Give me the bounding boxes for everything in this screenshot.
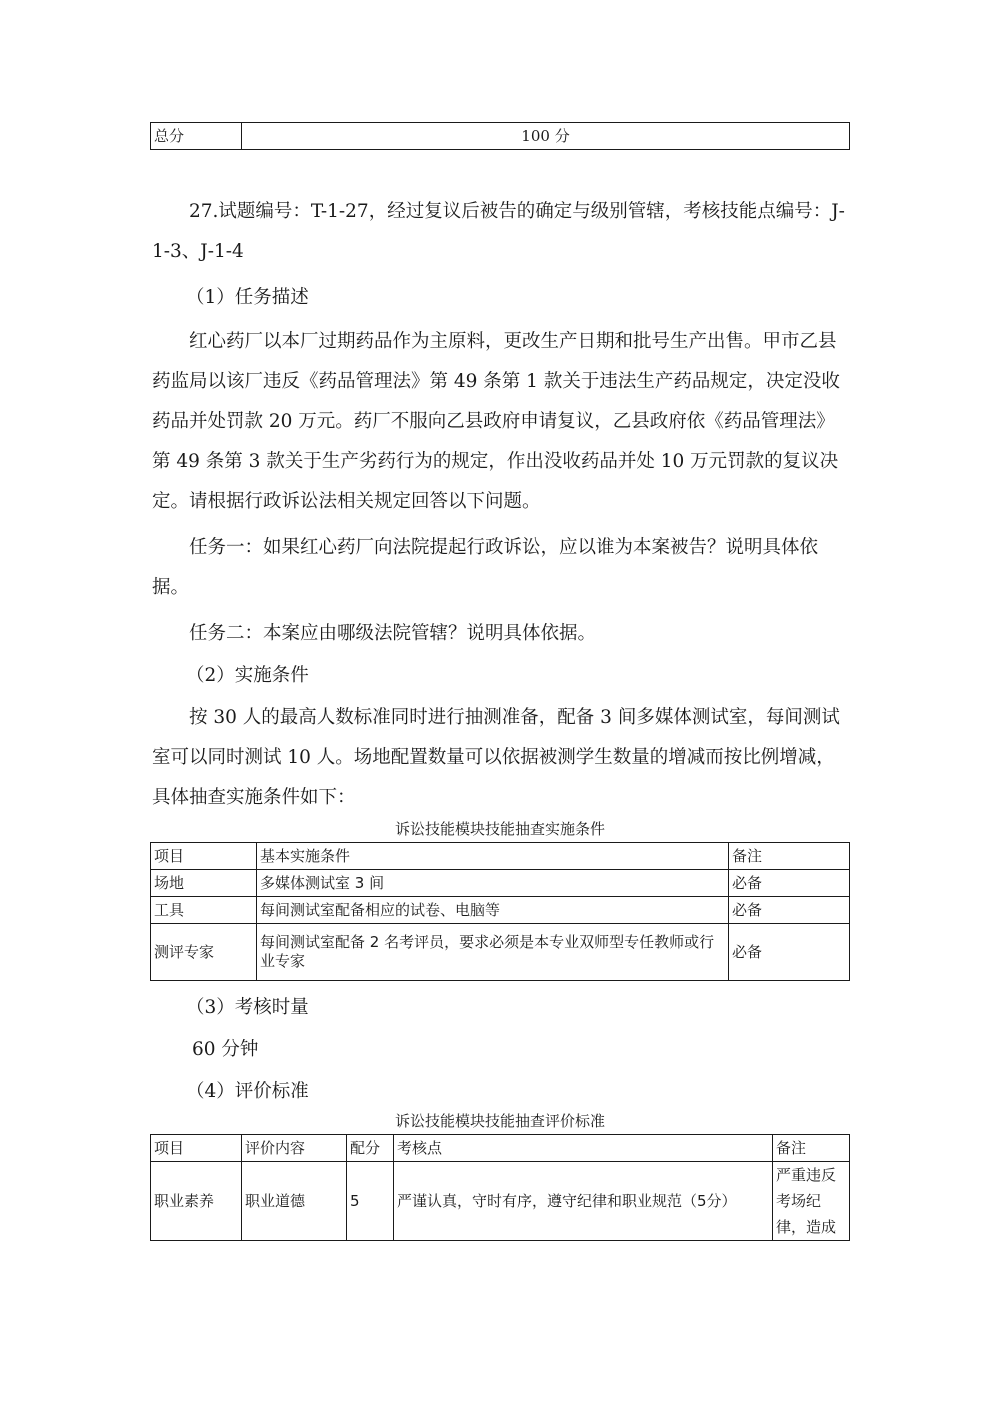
conditions-text: 按 30 人的最高人数标准同时进行抽测准备，配备 3 间多媒体测试室，每间测试室可以同时测试 10 人。场地配置数量可以依据被测学生数量的增减而按比例增减，具体抽查实施条件如下： bbox=[152, 707, 840, 808]
total-value: 100 分 bbox=[242, 123, 850, 150]
header-cell: 备注 bbox=[729, 843, 850, 870]
table-header-row bbox=[151, 843, 850, 870]
header-cell: 基本实施条件 bbox=[257, 843, 729, 870]
header-cell: 评价内容 bbox=[242, 1135, 347, 1162]
header-cell: 项目 bbox=[151, 843, 257, 870]
table-row bbox=[151, 1162, 850, 1241]
table-row bbox=[151, 924, 850, 981]
table-cell: 必备 bbox=[729, 870, 850, 897]
section-title-task-description: （1）任务描述 bbox=[186, 287, 309, 308]
section-title-evaluation: （4）评价标准 bbox=[186, 1081, 309, 1102]
header-cell: 考核点 bbox=[394, 1135, 773, 1162]
task-two: 任务二：本案应由哪级法院管辖？说明具体依据。 bbox=[189, 623, 597, 644]
section-title-conditions: （2）实施条件 bbox=[186, 665, 309, 686]
table-header-row bbox=[151, 1135, 850, 1162]
table-cell: 多媒体测试室 3 间 bbox=[257, 870, 729, 897]
table-row bbox=[151, 870, 850, 897]
header-cell: 配分 bbox=[347, 1135, 394, 1162]
total-score-table bbox=[150, 122, 850, 150]
table-cell: 5 bbox=[347, 1162, 394, 1241]
table-cell: 必备 bbox=[729, 924, 850, 981]
table-cell: 工具 bbox=[151, 897, 257, 924]
task-one: 任务一：如果红心药厂向法院提起行政诉讼，应以谁为本案被告？说明具体依据。 bbox=[152, 537, 819, 598]
eval-table-caption: 诉讼技能模块技能抽查评价标准 bbox=[394, 1112, 605, 1130]
header-cell: 备注 bbox=[773, 1135, 850, 1162]
task-description: 红心药厂以本厂过期药品作为主原料，更改生产日期和批号生产出售。甲市乙县药监局以该厂违反《药品管理法》第 49 条第 1 款关于违法生产药品规定，决定没收药品并处罚款 20 万元。药厂不服向乙县政府申请复议，乙县政府依《药品管理法》第 49 条第 3 款关于生产劣药行为的规定，作出没收药品并处 10 万元罚款的复议决定。请根据行政诉讼法相关规定回答以下问题。 bbox=[152, 331, 840, 512]
table-cell: 测评专家 bbox=[151, 924, 257, 981]
header-cell: 项目 bbox=[151, 1135, 242, 1162]
table-row bbox=[151, 123, 850, 150]
duration: 60 分钟 bbox=[192, 1039, 259, 1060]
question-heading: 27.试题编号：T-1-27，经过复议后被告的确定与级别管辖，考核技能点编号：J-1-3、J-1-4 bbox=[152, 201, 845, 262]
table-cell: 严重违反考场纪律，造成 bbox=[773, 1162, 850, 1241]
total-label: 总分 bbox=[151, 123, 242, 150]
table-cell: 职业素养 bbox=[151, 1162, 242, 1241]
evaluation-table bbox=[150, 1134, 850, 1241]
table-cell: 场地 bbox=[151, 870, 257, 897]
table-cell: 每间测试室配备 2 名考评员，要求必须是本专业双师型专任教师或行业专家 bbox=[257, 924, 729, 981]
table-cell: 职业道德 bbox=[242, 1162, 347, 1241]
table-cell: 每间测试室配备相应的试卷、电脑等 bbox=[257, 897, 729, 924]
table-row bbox=[151, 897, 850, 924]
section-title-duration: （3）考核时量 bbox=[186, 997, 309, 1018]
table-cell: 严谨认真，守时有序，遵守纪律和职业规范（5分） bbox=[394, 1162, 773, 1241]
conditions-table bbox=[150, 842, 850, 981]
conditions-table-caption: 诉讼技能模块技能抽查实施条件 bbox=[394, 820, 605, 838]
table-cell: 必备 bbox=[729, 897, 850, 924]
